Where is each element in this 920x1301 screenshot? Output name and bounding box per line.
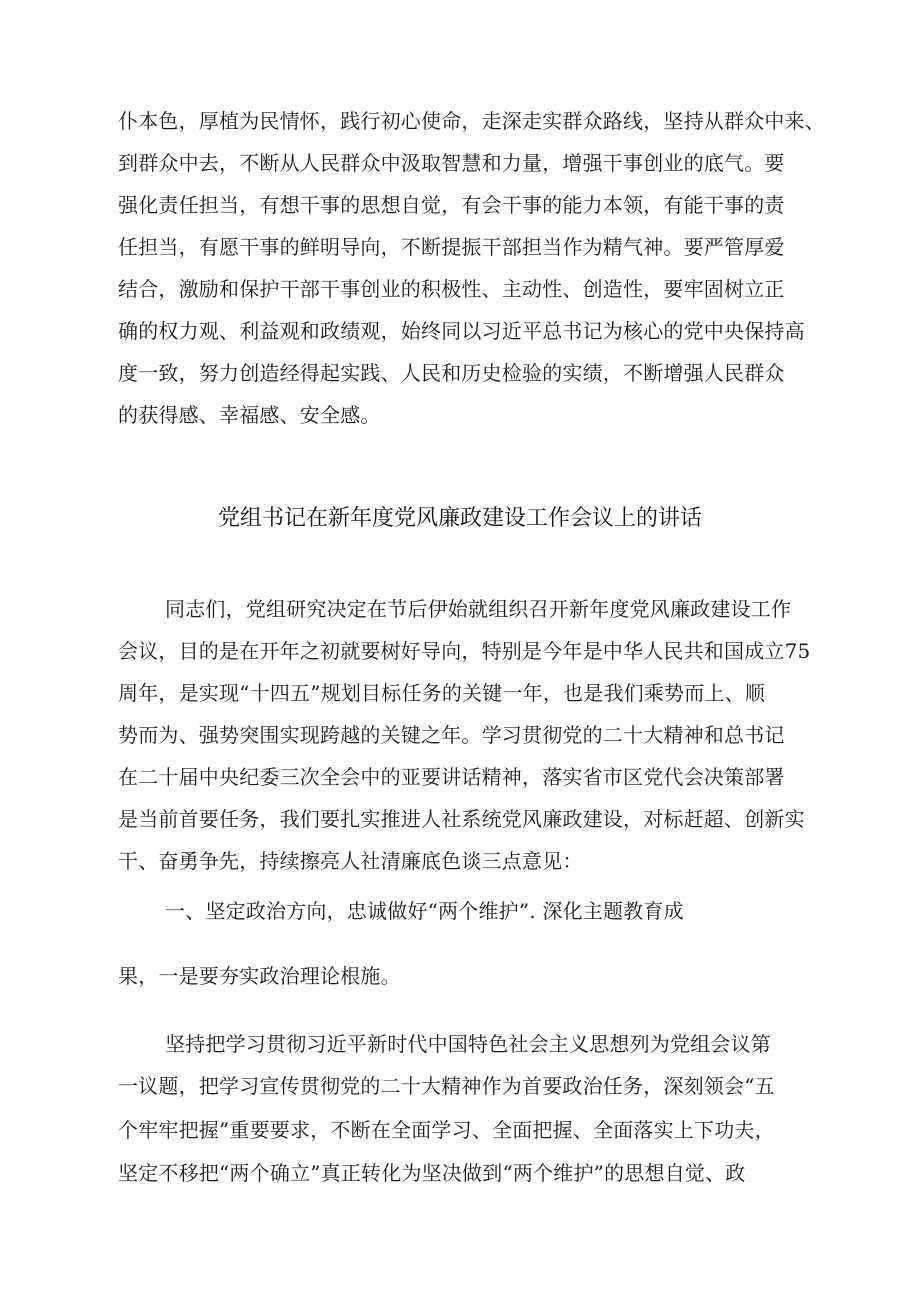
paragraph-line: 势而为、强势突围实现跨越的关键之年。学习贯彻党的二十大精神和总书记: [118, 723, 785, 747]
paragraph-line: 结合，激励和保护干部干事创业的积极性、主动性、创造性，要牢固树立正: [118, 277, 785, 301]
speech-title: 党组书记在新年度党风廉政建设工作会议上的讲话: [217, 506, 702, 531]
paragraph-line: 任担当，有愿干事的鲜明导向，不断提振干部担当作为精气神。要严管厚爱: [118, 235, 785, 259]
paragraph-line: 到群众中去，不断从人民群众中汲取智慧和力量，增强干事创业的底气。要: [118, 151, 785, 175]
paragraph-line: 干、奋勇争先，持续擦亮人社清廉底色谈三点意见：: [118, 849, 583, 873]
paragraph-line: 度一致，努力创造经得起实践、人民和历史检验的实绩，不断增强人民群众: [118, 361, 785, 385]
paragraph-line: 是当前首要任务，我们要扎实推进人社系统党风廉政建设，对标赶超、创新实: [118, 807, 805, 831]
paragraph-line: 确的权力观、利益观和政绩观，始终同以习近平总书记为核心的党中央保持高: [118, 319, 805, 343]
paragraph-line: 仆本色，厚植为民情怀，践行初心使命，走深走实群众路线，坚持从群众中来、: [118, 109, 825, 133]
paragraph-line: 强化责任担当，有想干事的思想自觉，有会干事的能力本领，有能干事的责: [118, 193, 785, 217]
heading-line: 果，一是要夯实政治理论根施。: [118, 964, 401, 988]
paragraph-line: 个牢牢把握”重要要求，不断在全面学习、全面把握、全面落实上下功夫，: [118, 1118, 775, 1142]
paragraph-line: 在二十届中央纪委三次全会中的亚要讲话精神，落实省市区党代会决策部署: [118, 765, 785, 789]
heading-line: 一、坚定政治方向，忠诚做好“两个维护”. 深化主题教育成: [165, 899, 684, 923]
paragraph-line: 一议题，把学习宣传贯彻党的二十大精神作为首要政治任务，深刻领会“五: [118, 1074, 775, 1098]
paragraph-line: 同志们，党组研究决定在节后伊始就组织召开新年度党风廉政建设工作: [165, 597, 792, 621]
paragraph-line: 坚持把学习贯彻习近平新时代中国特色社会主义思想列为党组会议第: [165, 1032, 771, 1056]
paragraph-line: 坚定不移把“两个确立”真正转化为坚决做到“两个维护”的思想自觉、政: [118, 1161, 746, 1185]
paragraph-line: 会议，目的是在开年之初就要树好导向，特别是今年是中华人民共和国成立75: [118, 639, 811, 663]
paragraph-line: 周年，是实现“十四五”规划目标任务的关键一年，也是我们乘势而上、顺: [118, 681, 766, 705]
paragraph-line: 的获得感、幸福感、安全感。: [118, 403, 381, 427]
